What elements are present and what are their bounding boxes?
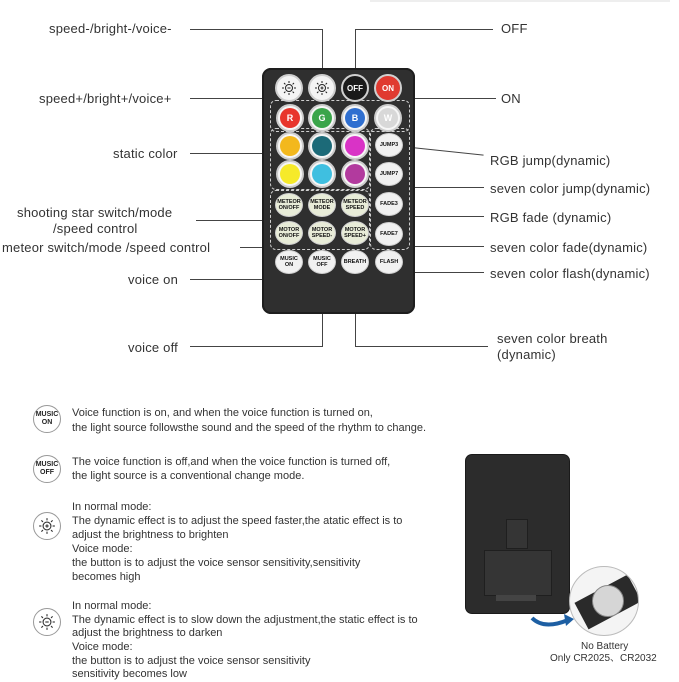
label-seven-flash: seven color flash(dynamic) xyxy=(490,266,650,281)
sun-minus-icon xyxy=(33,608,61,636)
minus-line4: Voice mode: xyxy=(72,641,133,653)
jump3-button[interactable]: JUMP3 xyxy=(375,133,403,157)
music-off-line1: The voice function is off,and when the voice function is turned off, xyxy=(72,456,391,468)
label-seven-fade: seven color fade(dynamic) xyxy=(490,240,648,255)
label-rgb-fade: RGB fade (dynamic) xyxy=(490,210,612,225)
motor-onoff-button[interactable]: MOTOR ON/OFF xyxy=(275,221,303,245)
minus-line3: adjust the brightness to darken xyxy=(72,627,223,639)
minus-line6: sensitivity becomes low xyxy=(72,668,187,680)
magenta-button[interactable] xyxy=(341,132,369,160)
plus-line5: the button is to adjust the voice sensor sensitivity,sensitivity xyxy=(72,557,361,569)
label-voice-off: voice off xyxy=(128,340,178,355)
label-speed-minus: speed-/bright-/voice- xyxy=(49,21,172,36)
leader-line xyxy=(190,29,322,30)
music-off-line2: the light source is a conventional change mode. xyxy=(72,470,305,482)
leader-line xyxy=(355,346,488,347)
green-label: G xyxy=(312,108,332,128)
fade7-button[interactable]: FADE7 xyxy=(375,222,403,246)
battery-compartment xyxy=(484,550,552,596)
speed-plus-button[interactable] xyxy=(308,74,336,102)
plus-line4: Voice mode: xyxy=(72,543,133,555)
label-shooting-star-1: shooting star switch/mode xyxy=(17,205,173,220)
fade3-button[interactable]: FADE3 xyxy=(375,192,403,216)
leader-line xyxy=(196,220,270,221)
purple-button[interactable] xyxy=(341,160,369,188)
label-voice-on: voice on xyxy=(128,272,179,287)
motor-speed-plus-button[interactable]: MOTOR SPEED+ xyxy=(341,221,369,245)
label-static-color: static color xyxy=(113,146,178,161)
music-on-icon: MUSIC ON xyxy=(33,405,61,433)
music-off-button[interactable]: MUSIC OFF xyxy=(308,250,336,274)
meteor-mode-button[interactable]: METEOR MODE xyxy=(308,193,336,217)
label-off: OFF xyxy=(501,21,528,36)
speed-minus-button[interactable] xyxy=(275,74,303,102)
plus-line6: becomes high xyxy=(72,571,141,583)
white-label: W xyxy=(378,108,398,128)
battery-zoom-circle xyxy=(569,566,639,636)
on-button[interactable]: ON xyxy=(374,74,402,102)
label-seven-breath-1: seven color breath xyxy=(497,331,608,346)
battery-notch xyxy=(506,519,528,549)
green-button[interactable] xyxy=(308,104,336,132)
music-off-icon: MUSIC OFF xyxy=(33,455,61,483)
music-on-line1: Voice function is on, and when the voice function is turned on, xyxy=(72,407,373,419)
music-on-button[interactable]: MUSIC ON xyxy=(275,250,303,274)
curved-arrow-icon xyxy=(528,610,576,632)
leader-line xyxy=(190,153,266,154)
remote-control xyxy=(262,68,415,314)
meteor-onoff-button[interactable]: METEOR ON/OFF xyxy=(275,193,303,217)
sun-plus-icon xyxy=(33,512,61,540)
label-seven-breath-2: (dynamic) xyxy=(497,347,556,362)
label-shooting-star-2: /speed control xyxy=(53,221,138,236)
cyan-button[interactable] xyxy=(308,160,336,188)
flash-button[interactable]: FLASH xyxy=(375,250,403,274)
label-speed-plus: speed+/bright+/voice+ xyxy=(39,91,172,106)
off-button[interactable]: OFF xyxy=(341,74,369,102)
plus-line3: adjust the brightness to brighten xyxy=(72,529,229,541)
minus-line5: the button is to adjust the voice sensor sensitivity xyxy=(72,655,311,667)
motor-speed-minus-button[interactable]: MOTOR SPEED- xyxy=(308,221,336,245)
label-seven-jump: seven color jump(dynamic) xyxy=(490,181,651,196)
sun-minus-icon xyxy=(281,80,297,96)
battery-door-label xyxy=(496,595,536,601)
label-on: ON xyxy=(501,91,521,106)
label-meteor: meteor switch/mode /speed control xyxy=(2,240,211,255)
remote-back xyxy=(466,455,569,613)
meteor-speed-button[interactable]: METEOR SPEED xyxy=(341,193,369,217)
blue-label: B xyxy=(345,108,365,128)
red-button[interactable] xyxy=(276,104,304,132)
music-on-line2: the light source followsthe sound and the speed of the rhythm to change. xyxy=(72,422,427,434)
plus-line2: The dynamic effect is to adjust the speed faster,the atatic effect is to xyxy=(72,515,403,527)
breath-button[interactable]: BREATH xyxy=(341,250,369,274)
leader-line xyxy=(190,346,322,347)
yellow-orange-button[interactable] xyxy=(276,132,304,160)
yellow-button[interactable] xyxy=(276,160,304,188)
label-rgb-jump: RGB jump(dynamic) xyxy=(490,153,611,168)
coin-cell-battery xyxy=(592,585,624,617)
jump7-button[interactable]: JUMP7 xyxy=(375,162,403,186)
minus-line1: In normal mode: xyxy=(72,600,152,612)
battery-line1: No Battery xyxy=(581,641,629,652)
red-label: R xyxy=(280,108,300,128)
white-button[interactable] xyxy=(374,104,402,132)
battery-line2: Only CR2025、CR2032 xyxy=(550,653,657,664)
top-divider xyxy=(370,0,670,2)
blue-button[interactable] xyxy=(341,104,369,132)
dark-teal-button[interactable] xyxy=(308,132,336,160)
minus-line2: The dynamic effect is to slow down the adjustment,the static effect is to xyxy=(72,614,418,626)
leader-line xyxy=(413,98,496,99)
leader-line xyxy=(355,29,493,30)
sun-plus-icon xyxy=(314,80,330,96)
plus-line1: In normal mode: xyxy=(72,501,152,513)
